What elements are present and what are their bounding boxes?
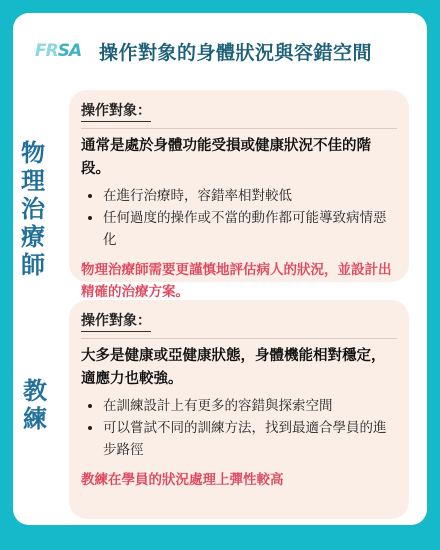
page-title: 操作對象的身體狀況與容錯空間 [99,42,373,64]
section-label: 操作對象： [81,310,151,332]
bullet-item: • 任何過度的操作或不當的動作都可能導致病情惡化 [103,207,397,251]
divider [81,128,397,129]
section-coach [69,300,409,519]
side-label-physical-therapist: 物理治療師 [21,139,45,279]
side-label-coach: 教練 [23,377,47,433]
section-summary: 大多是健康或亞健康狀態，身體機能相對穩定，適應力也較強。 [81,348,386,387]
bullet-item: • 在進行治療時，容錯率相對較低 [103,185,397,207]
section-summary: 通常是處於身體功能受損或健康狀況不佳的階段。 [81,138,371,177]
section-note: 物理治療師需要更謹慎地評估病人的狀況，並設計出精確的治療方案。 [81,262,392,300]
section-label: 操作對象： [81,100,151,122]
bullet-list [81,185,397,251]
divider [81,338,397,339]
bullet-item: • 可以嘗試不同的訓練方法，找到最適合學員的進步路徑 [103,417,397,461]
header [13,13,427,85]
bullet-list [81,395,397,461]
section-physical-therapist [69,90,409,300]
bullet-item: • 在訓練設計上有更多的容錯與探索空間 [103,395,397,417]
section-note: 教練在學員的狀況處理上彈性較高 [81,472,284,488]
content-card [13,13,427,525]
frsa-logo: FRSA [35,41,82,61]
